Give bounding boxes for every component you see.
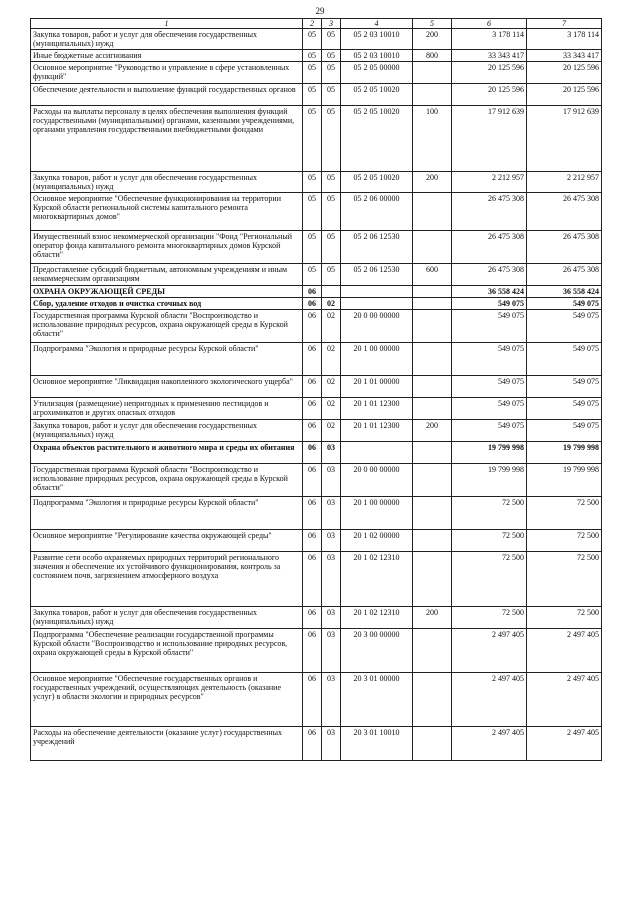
row-target-article: 05 2 06 12530 bbox=[341, 231, 413, 264]
row-target-article: 20 3 01 10010 bbox=[341, 727, 413, 761]
row-target-article: 05 2 05 10020 bbox=[341, 172, 413, 193]
row-name: Обеспечение деятельности и выполнение функций государственных органов bbox=[31, 84, 303, 106]
row-expense-type bbox=[413, 193, 452, 231]
row-expense-type bbox=[413, 673, 452, 727]
row-section: 06 bbox=[303, 298, 322, 310]
row-section: 06 bbox=[303, 398, 322, 420]
row-name: ОХРАНА ОКРУЖАЮЩЕЙ СРЕДЫ bbox=[31, 286, 303, 298]
row-name: Подпрограмма "Обеспечение реализации государственной программы Курской области "Воспроизводство и использование природных ресурсов, охрана окружающей среды в Курской области" bbox=[31, 629, 303, 673]
row-name: Подпрограмма "Экология и природные ресурсы Курской области" bbox=[31, 343, 303, 376]
row-section: 06 bbox=[303, 607, 322, 629]
row-section: 05 bbox=[303, 264, 322, 286]
row-amount-1: 549 075 bbox=[452, 420, 527, 442]
page-number: 29 bbox=[315, 6, 325, 16]
row-name: Предоставление субсидий бюджетным, автономным учреждениям и иным некоммерческим организациям bbox=[31, 264, 303, 286]
row-amount-1: 26 475 308 bbox=[452, 264, 527, 286]
row-target-article bbox=[341, 298, 413, 310]
row-target-article: 20 3 00 00000 bbox=[341, 629, 413, 673]
row-amount-2: 72 500 bbox=[527, 607, 602, 629]
row-section: 06 bbox=[303, 552, 322, 607]
row-expense-type bbox=[413, 629, 452, 673]
table-row bbox=[31, 398, 602, 420]
table-row bbox=[31, 420, 602, 442]
header-col-amount-2: 7 bbox=[527, 19, 602, 29]
row-target-article: 20 1 02 12310 bbox=[341, 552, 413, 607]
row-section: 05 bbox=[303, 50, 322, 62]
row-expense-type bbox=[413, 343, 452, 376]
row-name: Основное мероприятие "Обеспечение государственных органов и государственных учреждений, осуществляющих деятельность (оказание услуг) в области экологии и природных ресурсов" bbox=[31, 673, 303, 727]
row-subsection: 03 bbox=[322, 629, 341, 673]
row-amount-2: 2 497 405 bbox=[527, 673, 602, 727]
row-name: Подпрограмма "Экология и природные ресурсы Курской области" bbox=[31, 497, 303, 530]
row-amount-1: 26 475 308 bbox=[452, 231, 527, 264]
row-expense-type bbox=[413, 552, 452, 607]
row-section: 06 bbox=[303, 286, 322, 298]
header-col-target-article: 4 bbox=[341, 19, 413, 29]
row-expense-type bbox=[413, 464, 452, 497]
row-amount-1: 19 799 998 bbox=[452, 464, 527, 497]
row-expense-type: 200 bbox=[413, 172, 452, 193]
table-row bbox=[31, 298, 602, 310]
row-target-article: 20 1 01 00000 bbox=[341, 376, 413, 398]
row-name: Развитие сети особо охраняемых природных территорий регионального значения и обеспечение их устойчивого функционирования, контроль за состоянием почв, загрязнением атмосферного воздуха bbox=[31, 552, 303, 607]
table-row bbox=[31, 530, 602, 552]
row-subsection: 02 bbox=[322, 343, 341, 376]
row-amount-2: 72 500 bbox=[527, 530, 602, 552]
row-subsection: 03 bbox=[322, 442, 341, 464]
row-amount-1: 20 125 596 bbox=[452, 84, 527, 106]
row-expense-type bbox=[413, 376, 452, 398]
header-col-subsection: 3 bbox=[322, 19, 341, 29]
row-target-article: 20 1 00 00000 bbox=[341, 343, 413, 376]
row-expense-type: 200 bbox=[413, 420, 452, 442]
row-amount-1: 36 558 424 bbox=[452, 286, 527, 298]
table-row bbox=[31, 50, 602, 62]
row-amount-2: 3 178 114 bbox=[527, 29, 602, 50]
row-section: 06 bbox=[303, 673, 322, 727]
row-section: 06 bbox=[303, 497, 322, 530]
row-name: Закупка товаров, работ и услуг для обеспечения государственных (муниципальных) нужд bbox=[31, 607, 303, 629]
row-subsection: 05 bbox=[322, 231, 341, 264]
row-expense-type bbox=[413, 530, 452, 552]
row-amount-2: 20 125 596 bbox=[527, 62, 602, 84]
table-row bbox=[31, 343, 602, 376]
row-target-article: 05 2 06 12530 bbox=[341, 264, 413, 286]
row-subsection: 03 bbox=[322, 607, 341, 629]
row-section: 06 bbox=[303, 376, 322, 398]
row-section: 06 bbox=[303, 464, 322, 497]
table-row bbox=[31, 497, 602, 530]
row-name: Закупка товаров, работ и услуг для обеспечения государственных (муниципальных) нужд bbox=[31, 172, 303, 193]
row-expense-type bbox=[413, 727, 452, 761]
row-target-article bbox=[341, 442, 413, 464]
row-expense-type bbox=[413, 298, 452, 310]
table-row bbox=[31, 552, 602, 607]
header-col-expense-type: 5 bbox=[413, 19, 452, 29]
row-section: 06 bbox=[303, 727, 322, 761]
row-amount-2: 20 125 596 bbox=[527, 84, 602, 106]
row-subsection bbox=[322, 286, 341, 298]
row-amount-1: 72 500 bbox=[452, 607, 527, 629]
row-name: Основное мероприятие "Регулирование качества окружающей среды" bbox=[31, 530, 303, 552]
row-amount-2: 549 075 bbox=[527, 310, 602, 343]
table-row bbox=[31, 29, 602, 50]
row-expense-type: 100 bbox=[413, 106, 452, 172]
table-header-row bbox=[31, 19, 602, 29]
row-amount-1: 19 799 998 bbox=[452, 442, 527, 464]
row-target-article: 20 1 00 00000 bbox=[341, 497, 413, 530]
row-subsection: 03 bbox=[322, 530, 341, 552]
row-subsection: 05 bbox=[322, 106, 341, 172]
row-target-article: 05 2 05 00000 bbox=[341, 62, 413, 84]
table-row bbox=[31, 286, 602, 298]
row-section: 05 bbox=[303, 62, 322, 84]
row-subsection: 05 bbox=[322, 50, 341, 62]
header-col-amount-1: 6 bbox=[452, 19, 527, 29]
row-amount-1: 2 497 405 bbox=[452, 727, 527, 761]
row-name: Сбор, удаление отходов и очистка сточных вод bbox=[31, 298, 303, 310]
row-section: 06 bbox=[303, 310, 322, 343]
row-amount-2: 26 475 308 bbox=[527, 231, 602, 264]
table-row bbox=[31, 629, 602, 673]
row-target-article: 05 2 05 10020 bbox=[341, 84, 413, 106]
header-col-name: 1 bbox=[31, 19, 303, 29]
row-name: Охрана объектов растительного и животного мира и среды их обитания bbox=[31, 442, 303, 464]
row-subsection: 02 bbox=[322, 398, 341, 420]
row-section: 06 bbox=[303, 343, 322, 376]
row-subsection: 05 bbox=[322, 172, 341, 193]
row-subsection: 02 bbox=[322, 420, 341, 442]
row-amount-1: 72 500 bbox=[452, 497, 527, 530]
table-row bbox=[31, 106, 602, 172]
table-row bbox=[31, 607, 602, 629]
header-col-section: 2 bbox=[303, 19, 322, 29]
row-name: Закупка товаров, работ и услуг для обеспечения государственных (муниципальных) нужд bbox=[31, 420, 303, 442]
row-subsection: 03 bbox=[322, 552, 341, 607]
row-amount-2: 2 212 957 bbox=[527, 172, 602, 193]
row-expense-type: 800 bbox=[413, 50, 452, 62]
row-subsection: 03 bbox=[322, 464, 341, 497]
table-row bbox=[31, 172, 602, 193]
row-target-article: 20 1 01 12300 bbox=[341, 420, 413, 442]
row-amount-1: 549 075 bbox=[452, 298, 527, 310]
row-amount-2: 26 475 308 bbox=[527, 264, 602, 286]
row-subsection: 05 bbox=[322, 29, 341, 50]
table-row bbox=[31, 727, 602, 761]
row-target-article: 05 2 03 10010 bbox=[341, 50, 413, 62]
row-target-article: 20 1 02 12310 bbox=[341, 607, 413, 629]
row-subsection: 05 bbox=[322, 264, 341, 286]
row-section: 05 bbox=[303, 193, 322, 231]
row-target-article: 05 2 06 00000 bbox=[341, 193, 413, 231]
row-target-article bbox=[341, 286, 413, 298]
row-expense-type: 200 bbox=[413, 29, 452, 50]
row-target-article: 20 3 01 00000 bbox=[341, 673, 413, 727]
row-amount-2: 549 075 bbox=[527, 343, 602, 376]
table-row bbox=[31, 442, 602, 464]
row-amount-2: 72 500 bbox=[527, 552, 602, 607]
row-section: 06 bbox=[303, 420, 322, 442]
row-target-article: 05 2 03 10010 bbox=[341, 29, 413, 50]
row-name: Государственная программа Курской области "Воспроизводство и использование природных ресурсов, охрана окружающей среды в Курской области" bbox=[31, 310, 303, 343]
row-section: 05 bbox=[303, 231, 322, 264]
row-amount-1: 33 343 417 bbox=[452, 50, 527, 62]
row-section: 06 bbox=[303, 530, 322, 552]
row-name: Основное мероприятие "Руководство и управление в сфере установленных функций" bbox=[31, 62, 303, 84]
row-amount-2: 19 799 998 bbox=[527, 464, 602, 497]
row-name: Иные бюджетные ассигнования bbox=[31, 50, 303, 62]
row-subsection: 02 bbox=[322, 310, 341, 343]
row-expense-type bbox=[413, 398, 452, 420]
row-expense-type: 200 bbox=[413, 607, 452, 629]
row-amount-2: 2 497 405 bbox=[527, 629, 602, 673]
row-amount-1: 2 497 405 bbox=[452, 629, 527, 673]
row-subsection: 02 bbox=[322, 376, 341, 398]
row-amount-2: 549 075 bbox=[527, 376, 602, 398]
row-expense-type bbox=[413, 62, 452, 84]
row-target-article: 20 1 01 12300 bbox=[341, 398, 413, 420]
row-expense-type: 600 bbox=[413, 264, 452, 286]
row-amount-1: 549 075 bbox=[452, 398, 527, 420]
table-row bbox=[31, 264, 602, 286]
row-amount-1: 2 212 957 bbox=[452, 172, 527, 193]
row-expense-type bbox=[413, 84, 452, 106]
row-target-article: 05 2 05 10020 bbox=[341, 106, 413, 172]
row-amount-2: 33 343 417 bbox=[527, 50, 602, 62]
row-amount-1: 549 075 bbox=[452, 310, 527, 343]
row-amount-2: 549 075 bbox=[527, 398, 602, 420]
table-row bbox=[31, 376, 602, 398]
row-amount-1: 20 125 596 bbox=[452, 62, 527, 84]
row-target-article: 20 0 00 00000 bbox=[341, 464, 413, 497]
row-amount-1: 2 497 405 bbox=[452, 673, 527, 727]
table-row bbox=[31, 62, 602, 84]
row-subsection: 03 bbox=[322, 673, 341, 727]
row-amount-2: 17 912 639 bbox=[527, 106, 602, 172]
row-section: 05 bbox=[303, 29, 322, 50]
row-amount-2: 19 799 998 bbox=[527, 442, 602, 464]
table-row bbox=[31, 193, 602, 231]
table-row bbox=[31, 231, 602, 264]
table-row bbox=[31, 84, 602, 106]
row-amount-2: 549 075 bbox=[527, 420, 602, 442]
row-amount-1: 72 500 bbox=[452, 530, 527, 552]
row-subsection: 05 bbox=[322, 193, 341, 231]
table-row bbox=[31, 310, 602, 343]
row-amount-2: 549 075 bbox=[527, 298, 602, 310]
row-amount-2: 26 475 308 bbox=[527, 193, 602, 231]
row-target-article: 20 0 00 00000 bbox=[341, 310, 413, 343]
row-name: Государственная программа Курской области "Воспроизводство и использование природных ресурсов, охрана окружающей среды в Курской области" bbox=[31, 464, 303, 497]
row-section: 06 bbox=[303, 629, 322, 673]
row-name: Утилизация (размещение) непригодных к применению пестицидов и агрохимикатов и других опасных отходов bbox=[31, 398, 303, 420]
row-amount-2: 72 500 bbox=[527, 497, 602, 530]
row-amount-2: 2 497 405 bbox=[527, 727, 602, 761]
row-expense-type bbox=[413, 497, 452, 530]
table-row bbox=[31, 673, 602, 727]
row-amount-1: 17 912 639 bbox=[452, 106, 527, 172]
row-section: 06 bbox=[303, 442, 322, 464]
row-name: Основное мероприятие "Ликвидация накопленного экологического ущерба" bbox=[31, 376, 303, 398]
row-subsection: 03 bbox=[322, 727, 341, 761]
row-amount-1: 549 075 bbox=[452, 343, 527, 376]
row-subsection: 05 bbox=[322, 84, 341, 106]
row-subsection: 02 bbox=[322, 298, 341, 310]
row-expense-type bbox=[413, 310, 452, 343]
row-name: Закупка товаров, работ и услуг для обеспечения государственных (муниципальных) нужд bbox=[31, 29, 303, 50]
row-section: 05 bbox=[303, 172, 322, 193]
budget-table bbox=[30, 18, 602, 761]
row-section: 05 bbox=[303, 106, 322, 172]
row-section: 05 bbox=[303, 84, 322, 106]
row-amount-1: 72 500 bbox=[452, 552, 527, 607]
row-amount-1: 3 178 114 bbox=[452, 29, 527, 50]
table-row bbox=[31, 464, 602, 497]
row-target-article: 20 1 02 00000 bbox=[341, 530, 413, 552]
row-amount-2: 36 558 424 bbox=[527, 286, 602, 298]
row-amount-1: 549 075 bbox=[452, 376, 527, 398]
row-name: Имущественный взнос некоммерческой организации "Фонд "Региональный оператор фонда капитального ремонта многоквартирных домов Курской области" bbox=[31, 231, 303, 264]
row-name: Расходы на выплаты персоналу в целях обеспечения выполнения функций государственными (муниципальными) органами, казенными учреждениями, органами управления государственными внебюджетными фондами bbox=[31, 106, 303, 172]
row-subsection: 05 bbox=[322, 62, 341, 84]
row-amount-1: 26 475 308 bbox=[452, 193, 527, 231]
row-name: Расходы на обеспечение деятельности (оказание услуг) государственных учреждений bbox=[31, 727, 303, 761]
row-expense-type bbox=[413, 286, 452, 298]
row-name: Основное мероприятие "Обеспечение функционирования на территории Курской области региональной системы капитального ремонта многоквартирных домов" bbox=[31, 193, 303, 231]
row-subsection: 03 bbox=[322, 497, 341, 530]
row-expense-type bbox=[413, 231, 452, 264]
row-expense-type bbox=[413, 442, 452, 464]
